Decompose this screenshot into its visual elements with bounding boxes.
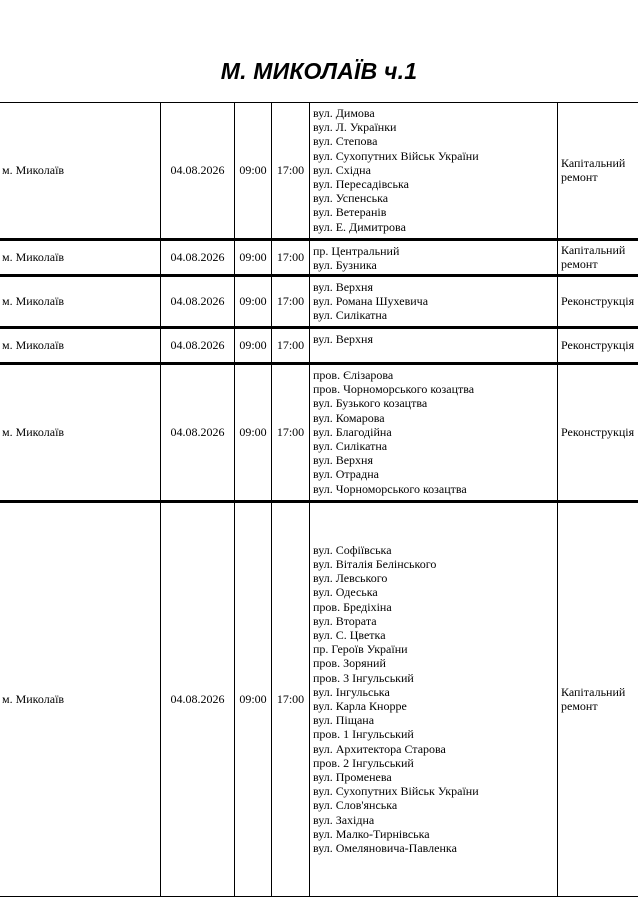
address-line: вул. Л. Українки <box>313 120 554 134</box>
address-line: вул. Благодійна <box>313 425 554 439</box>
city-cell: м. Миколаїв <box>0 365 161 501</box>
work-type-cell <box>558 103 638 239</box>
address-line: вул. Віталія Белінського <box>313 557 554 571</box>
address-line: вул. Верхня <box>313 332 554 346</box>
start-time-cell: 09:00 <box>235 240 272 275</box>
start-time-cell: 09:00 <box>235 103 272 239</box>
address-line: вул. Отрадна <box>313 467 554 481</box>
address-line: вул. Слов'янська <box>313 798 554 812</box>
address-line: пров. Чорноморського козацтва <box>313 382 554 396</box>
address-line: вул. Малко-Тирнівська <box>313 827 554 841</box>
address-line: вул. Ветеранів <box>313 205 554 219</box>
address-line: пров. 3 Інгульський <box>313 671 554 685</box>
address-line: вул. Омеляновича-Павленка <box>313 841 554 855</box>
start-time-cell: 09:00 <box>235 502 272 896</box>
work-type-line: Капітальний <box>561 243 637 257</box>
page-title: М. МИКОЛАЇВ ч.1 <box>0 58 638 85</box>
end-time-cell: 17:00 <box>272 240 310 275</box>
work-type-line: Реконструкція <box>561 425 637 439</box>
address-line: вул. Інгульська <box>313 685 554 699</box>
address-line: вул. Західна <box>313 813 554 827</box>
address-line: вул. Одеська <box>313 585 554 599</box>
address-line: пров. 1 Інгульський <box>313 727 554 741</box>
address-line: пров. Зоряний <box>313 656 554 670</box>
work-type-line: ремонт <box>561 257 637 271</box>
work-type-line: Капітальний <box>561 685 637 699</box>
table-row <box>0 277 638 327</box>
date-cell: 04.08.2026 <box>161 328 235 363</box>
addresses-cell <box>310 277 558 327</box>
addresses-cell <box>310 240 558 275</box>
end-time-cell: 17:00 <box>272 103 310 239</box>
date-cell: 04.08.2026 <box>161 103 235 239</box>
address-line: вул. Чорноморського козацтва <box>313 482 554 496</box>
work-type-line: Реконструкція <box>561 294 637 308</box>
city-cell: м. Миколаїв <box>0 240 161 275</box>
address-line: вул. Димова <box>313 106 554 120</box>
address-line: вул. Успенська <box>313 191 554 205</box>
work-type-cell <box>558 277 638 327</box>
outage-schedule-table <box>0 102 638 897</box>
end-time-cell: 17:00 <box>272 502 310 896</box>
date-cell: 04.08.2026 <box>161 240 235 275</box>
address-line: пров. Єлізарова <box>313 368 554 382</box>
address-line: вул. Архитектора Старова <box>313 742 554 756</box>
work-type-line: ремонт <box>561 699 637 713</box>
table-row <box>0 328 638 363</box>
address-line: вул. Верхня <box>313 453 554 467</box>
city-cell: м. Миколаїв <box>0 502 161 896</box>
address-line: вул. Комарова <box>313 411 554 425</box>
address-line: вул. Бузника <box>313 258 554 272</box>
address-line: вул. Карла Кнорре <box>313 699 554 713</box>
date-cell: 04.08.2026 <box>161 277 235 327</box>
city-cell: м. Миколаїв <box>0 328 161 363</box>
work-type-cell <box>558 328 638 363</box>
address-line: пр. Героїв України <box>313 642 554 656</box>
start-time-cell: 09:00 <box>235 328 272 363</box>
work-type-cell <box>558 502 638 896</box>
addresses-cell <box>310 328 558 363</box>
work-type-cell <box>558 240 638 275</box>
address-line: вул. Втората <box>313 614 554 628</box>
date-cell: 04.08.2026 <box>161 502 235 896</box>
address-line: вул. Сухопутних Військ України <box>313 149 554 163</box>
address-line: вул. Променева <box>313 770 554 784</box>
end-time-cell: 17:00 <box>272 277 310 327</box>
address-line: вул. Верхня <box>313 280 554 294</box>
address-line: вул. Е. Димитрова <box>313 220 554 234</box>
table-row <box>0 103 638 239</box>
table-row <box>0 502 638 896</box>
address-line: пров. Бредіхіна <box>313 600 554 614</box>
city-cell: м. Миколаїв <box>0 277 161 327</box>
addresses-cell <box>310 103 558 239</box>
city-cell: м. Миколаїв <box>0 103 161 239</box>
start-time-cell: 09:00 <box>235 365 272 501</box>
address-line: вул. Силікатна <box>313 308 554 322</box>
work-type-line: ремонт <box>561 170 637 184</box>
address-line: вул. Левського <box>313 571 554 585</box>
date-cell: 04.08.2026 <box>161 365 235 501</box>
table-row <box>0 365 638 501</box>
address-line: вул. Бузького козацтва <box>313 396 554 410</box>
addresses-cell <box>310 365 558 501</box>
address-line: вул. Романа Шухевича <box>313 294 554 308</box>
address-line: вул. Пересадівська <box>313 177 554 191</box>
address-line: вул. Софіївська <box>313 543 554 557</box>
start-time-cell: 09:00 <box>235 277 272 327</box>
end-time-cell: 17:00 <box>272 328 310 363</box>
table-row <box>0 240 638 275</box>
address-line: вул. Силікатна <box>313 439 554 453</box>
address-line: пров. 2 Інгульський <box>313 756 554 770</box>
address-line: вул. С. Цветка <box>313 628 554 642</box>
addresses-cell <box>310 502 558 896</box>
work-type-cell <box>558 365 638 501</box>
work-type-line: Реконструкція <box>561 338 637 352</box>
address-line: вул. Сухопутних Військ України <box>313 784 554 798</box>
address-line: пр. Центральний <box>313 244 554 258</box>
address-line: вул. Степова <box>313 134 554 148</box>
end-time-cell: 17:00 <box>272 365 310 501</box>
address-line: вул. Піщана <box>313 713 554 727</box>
address-line: вул. Східна <box>313 163 554 177</box>
work-type-line: Капітальний <box>561 156 637 170</box>
